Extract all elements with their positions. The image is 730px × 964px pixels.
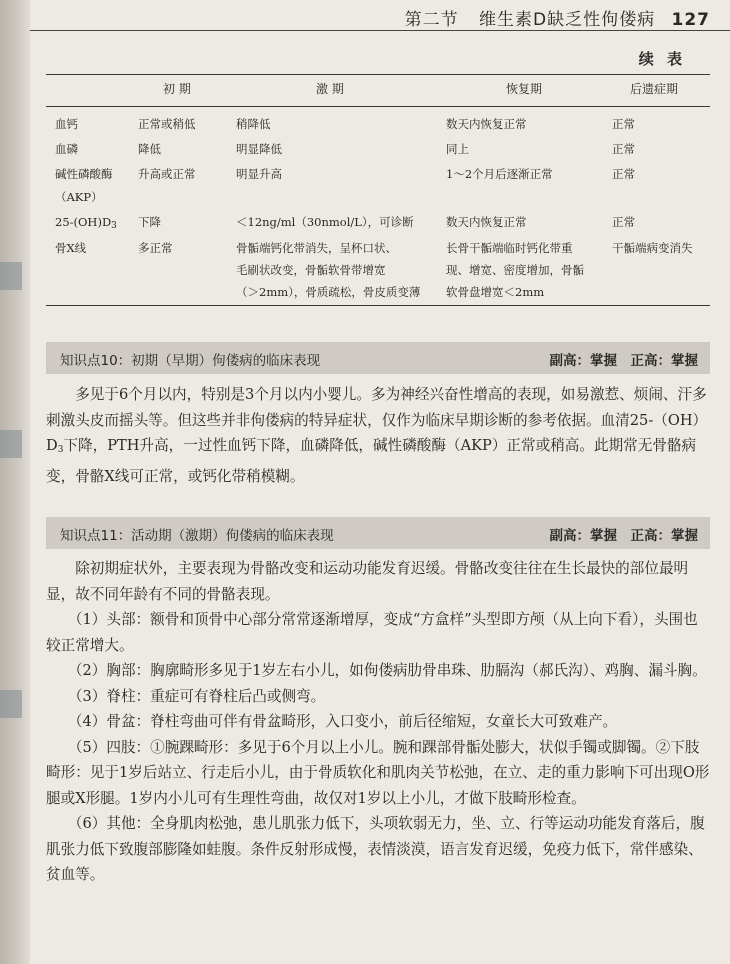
knowledge-point-title: 知识点11：活动期（激期）佝偻病的临床表现 <box>60 528 334 544</box>
table-row-label: 骨X线 <box>55 241 87 255</box>
column-header-active: 激 期 <box>316 82 344 96</box>
table-header-rule <box>46 106 710 107</box>
subscript: 3 <box>57 445 64 455</box>
page-binding-edge <box>0 0 30 964</box>
section11-body <box>46 556 710 888</box>
table-cell-early: 降低 <box>138 142 161 156</box>
text-line: 部位最明显，故不同年龄有不同的骨骼表现。 <box>46 560 689 603</box>
text-line: 多见于6个月以内，特别是3个月以内小婴儿。多为神经兴奋性增高的表现，如易激惹、 <box>46 386 634 403</box>
table-cell-recovery: 现、增宽、密度增加，骨骺 <box>446 263 584 277</box>
table-row-label: 碱性磷酸酶 <box>55 167 113 181</box>
table-cell-early: 升高或正常 <box>138 167 196 181</box>
column-header-early: 初 期 <box>163 82 191 96</box>
header-section: 第二节 <box>404 10 459 30</box>
text-line: 除初期症状外，主要表现为骨骼改变和运动功能发育迟缓。骨骼改变往往在生长最快的 <box>46 560 630 577</box>
text-line: 胸、漏斗胸。 <box>619 662 707 679</box>
table-cell-active: 骨骺端钙化带消失，呈杯口状、 <box>236 241 397 255</box>
table-cell-sequela: 正常 <box>612 117 635 131</box>
table-cell-active: 明显降低 <box>236 142 282 156</box>
text-line: （4）骨盆：脊柱弯曲可伴有骨盆畸形，入口变小，前后径缩短，女童长大可致难产。 <box>46 713 618 730</box>
row-label-text: 25-(OH)D <box>55 215 112 229</box>
text-line: （1）头部：额骨和顶骨中心部分常常逐渐增厚，变成“方盒样”头型即方颅（从上向下 <box>46 611 618 628</box>
table-cell-recovery: 1～2个月后逐渐正常 <box>446 167 553 181</box>
table-cell-recovery: 数天内恢复正常 <box>446 117 527 131</box>
row-label-subscript: 3 <box>111 221 117 231</box>
column-header-recovery: 恢复期 <box>506 82 543 96</box>
table-bottom-rule <box>46 305 710 306</box>
text-line: 依据。血清25-（OH）D <box>46 411 708 454</box>
header-chapter-title: 维生素D缺乏性佝偻病 <box>479 10 656 30</box>
text-line: （2）胸部：胸廓畸形多见于1岁左右小儿，如佝偻病肋骨串珠、肋膈沟（郝氏沟）、鸡 <box>46 662 620 679</box>
text-line: （6）其他：全身肌肉松弛，患儿肌张力低下，头项软弱无力，坐、立、行等运动功能发 <box>46 815 632 832</box>
table-cell-recovery: 同上 <box>446 142 469 156</box>
table-cell-active: ＜12ng/ml（30nmol/L），可诊断 <box>236 215 414 229</box>
text-line: 镯。②下肢畸形：见于1岁后站立、行走后小儿，由于骨质软化和肌肉关节松弛，在立、走 <box>46 738 700 781</box>
text-line: 疫力低下，常伴感染、贫血等。 <box>46 840 703 883</box>
running-header <box>30 0 730 31</box>
table-cell-sequela: 正常 <box>612 167 635 181</box>
table-cell-sequela: 正常 <box>612 142 635 156</box>
table-cell-sequela: 正常 <box>612 215 635 229</box>
knowledge-point-level: 副高：掌握 正高：掌握 <box>549 353 698 369</box>
section10-paragraph <box>46 382 710 489</box>
table-continued-label: 续 表 <box>638 50 686 68</box>
table-cell-active: （＞2mm），骨质疏松，骨皮质变薄 <box>236 285 421 299</box>
text-line: （3）脊柱：重症可有脊柱后凸或侧弯。 <box>46 687 326 705</box>
side-tab <box>0 430 22 458</box>
knowledge-point-level: 副高：掌握 正高：掌握 <box>549 528 698 544</box>
knowledge-point-banner <box>46 342 710 374</box>
table-row-label-cont: （AKP） <box>55 190 103 204</box>
text-line: 看），头围也较正常增大。 <box>46 611 698 654</box>
text-line: 才做下肢畸形检查。 <box>454 789 586 807</box>
table-row-label <box>55 212 117 237</box>
text-line: 正常或稍高。此期常无骨骼病变，骨骼X线可正常，或钙化带稍模糊。 <box>46 437 697 485</box>
column-header-sequela: 后遗症期 <box>630 82 679 96</box>
text-line: 的重力影响下可出现O形腿或X形腿。1岁内小儿可有生理性弯曲，故仅对1岁以上小儿， <box>46 764 710 807</box>
table-cell-sequela: 干骺端病变消失 <box>612 241 693 255</box>
table-row-label: 血磷 <box>55 142 78 156</box>
header-text <box>405 5 710 30</box>
side-tab <box>0 262 22 290</box>
table-cell-active: 稍降低 <box>236 117 271 131</box>
knowledge-point-banner <box>46 517 710 549</box>
table-cell-recovery: 长骨干骺端临时钙化带重 <box>446 241 573 255</box>
text-line: 育落后，腹肌张力低下致腹部膨隆如蛙腹。条件反射形成慢，表情淡漠，语言发育迟缓，免 <box>46 815 705 858</box>
table-cell-early: 多正常 <box>138 241 173 255</box>
text-line: 烦闹、汗多刺激头皮而摇头等。但这些并非佝偻病的特异症状，仅作为临床早期诊断的参考 <box>46 386 707 429</box>
table-cell-active: 明显升高 <box>236 167 282 181</box>
knowledge-point-title: 知识点10：初期（早期）佝偻病的临床表现 <box>60 353 321 369</box>
table-top-rule <box>46 74 710 75</box>
side-tab <box>0 690 22 718</box>
text-line: 下降，PTH升高，一过性血钙下降，血磷降低，碱性磷酸酶（AKP） <box>63 437 507 454</box>
text-line: （5）四肢：①腕踝畸形：多见于6个月以上小儿。腕和踝部骨骺处膨大，状似手镯或脚 <box>46 738 627 756</box>
table-cell-early: 正常或稍低 <box>138 117 196 131</box>
table-cell-early: 下降 <box>138 215 161 229</box>
page-number: 127 <box>671 10 710 30</box>
table-cell-active: 毛刷状改变，骨骺软骨带增宽 <box>236 263 386 277</box>
table-cell-recovery: 软骨盘增宽＜2mm <box>446 285 545 299</box>
table-row-label: 血钙 <box>55 117 78 131</box>
table-cell-recovery: 数天内恢复正常 <box>446 215 527 229</box>
